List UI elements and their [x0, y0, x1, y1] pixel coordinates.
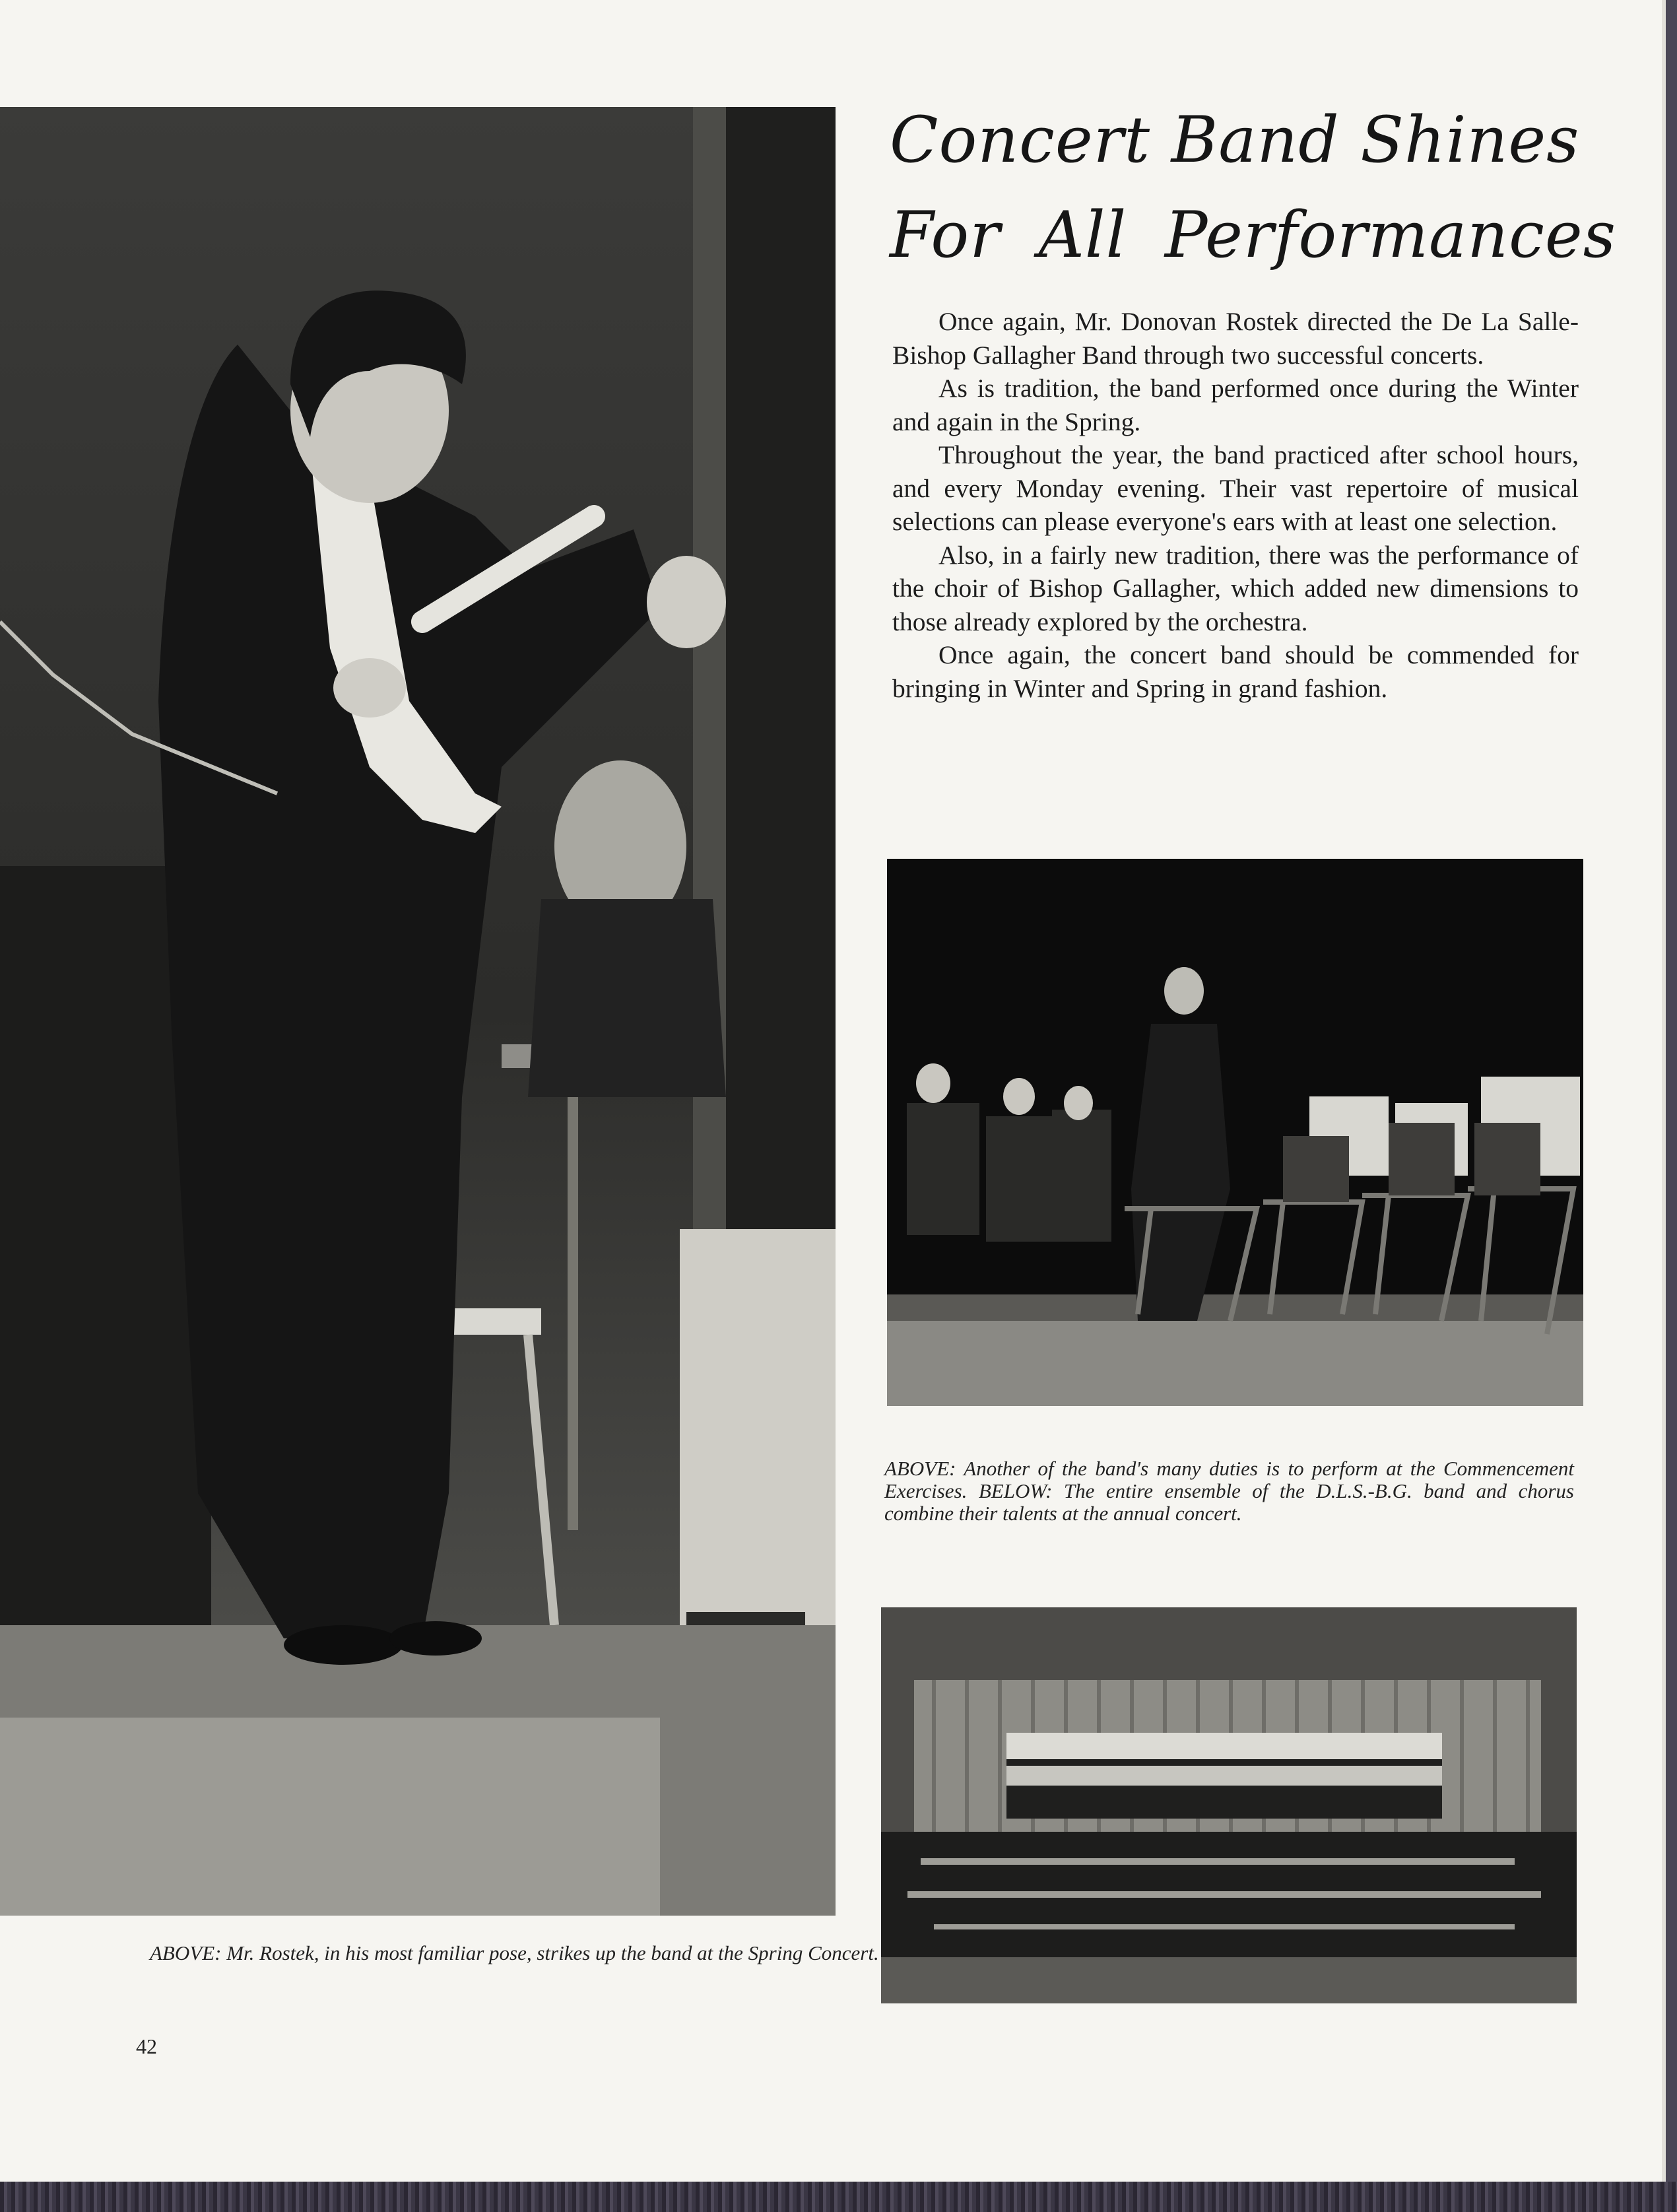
conductor-photo: [0, 107, 836, 1916]
ensemble-photo-image: [881, 1607, 1577, 2003]
scan-edge-strip: [0, 2182, 1677, 2212]
conductor-photo-image: [0, 107, 836, 1916]
ensemble-photo: [881, 1607, 1577, 2003]
conductor-caption: ABOVE: Mr. Rostek, in his most familiar pose, strikes up the band at the Spring Concert.: [150, 1941, 879, 1964]
headline-line-2: For All Performances: [890, 198, 1616, 272]
article-paragraph: As is tradition, the band performed once during the Winter and again in the Spring.: [892, 374, 1579, 436]
commencement-photo-image: [887, 859, 1583, 1406]
headline-line-1: Concert Band Shines: [890, 103, 1580, 177]
article-paragraph: Throughout the year, the band practiced after school hours, and every Monday evening. Their vast repertoire of musical selections can please everyone's ears with at least one selection.: [892, 440, 1579, 536]
article-paragraph: Once again, the concert band should be commended for bringing in Winter and Spring in grand fashion.: [892, 640, 1579, 703]
article-paragraph: Also, in a fairly new tradition, there was the performance of the choir of Bishop Gallagher, which added new dimensions to those already explored by the orchestra.: [892, 540, 1579, 636]
article-paragraph: Once again, Mr. Donovan Rostek directed the De La Salle-Bishop Gallagher Band through two successful concerts.: [892, 307, 1579, 370]
article-body: [892, 305, 1579, 705]
page-number: 42: [136, 2034, 157, 2058]
commencement-photo: [887, 859, 1583, 1406]
commencement-caption: ABOVE: Another of the band's many duties is to perform at the Commencement Exercises. BELOW: The entire ensemble of the D.L.S.-B.G. band and chorus combine their talents at the annual concert.: [884, 1457, 1574, 1525]
